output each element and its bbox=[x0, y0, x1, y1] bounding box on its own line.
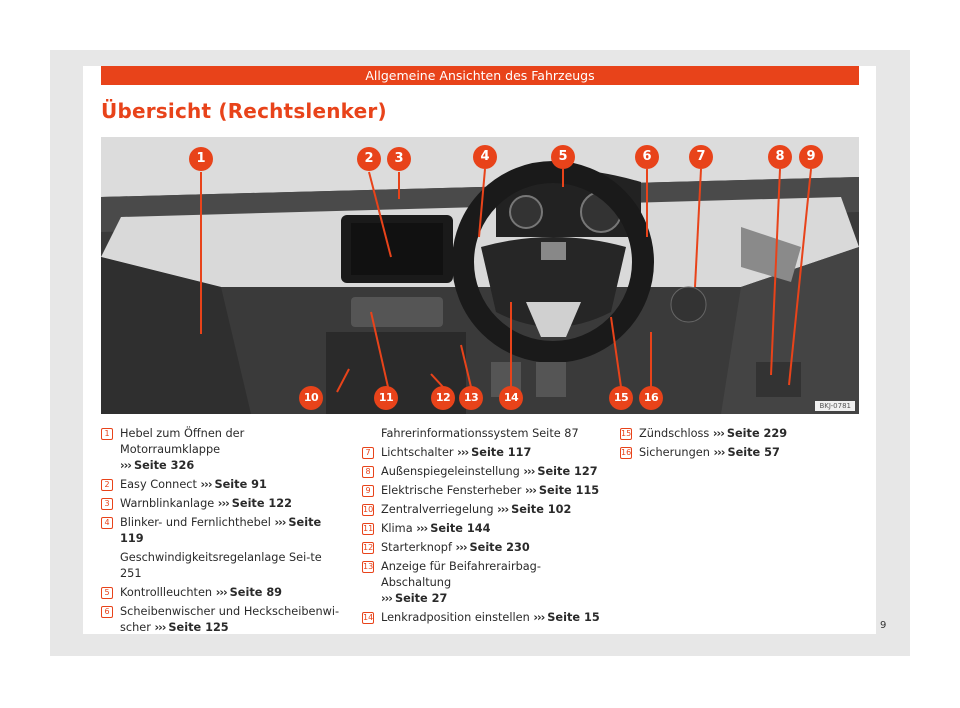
callout-lines bbox=[101, 137, 859, 414]
list-item: 11 Klima ››› Seite 144 bbox=[362, 521, 607, 537]
page-reference-link[interactable]: ››› Seite 117 bbox=[457, 446, 531, 459]
page-reference-link[interactable]: ››› Seite 125 bbox=[154, 621, 228, 634]
page-reference-link[interactable]: ››› Seite 119 bbox=[120, 516, 321, 545]
callout-14: 14 bbox=[499, 386, 523, 410]
list-item: 8 Außenspiegeleinstellung ››› Seite 127 bbox=[362, 464, 607, 480]
list-item: 16 Sicherungen ››› Seite 57 bbox=[620, 445, 860, 461]
callout-9: 9 bbox=[799, 145, 823, 169]
callout-4: 4 bbox=[473, 145, 497, 169]
list-item: 1 Hebel zum Öffnen der Motorraumklappe ››› Seite 326 bbox=[101, 426, 343, 474]
legend-column-1 bbox=[101, 426, 343, 639]
callout-8: 8 bbox=[768, 145, 792, 169]
callout-3: 3 bbox=[387, 147, 411, 171]
callout-1: 1 bbox=[189, 147, 213, 171]
callout-12: 12 bbox=[431, 386, 455, 410]
list-item: 4 Blinker- und Fernlichthebel ››› Seite 119 bbox=[101, 515, 343, 547]
page-number: 9 bbox=[880, 620, 887, 631]
list-item: 10 Zentralverriegelung ››› Seite 102 bbox=[362, 502, 607, 518]
page-reference-link[interactable]: ››› Seite 89 bbox=[216, 586, 282, 599]
list-item: 12 Starterknopf ››› Seite 230 bbox=[362, 540, 607, 556]
page-title: Übersicht (Rechtslenker) bbox=[101, 99, 387, 123]
callout-5: 5 bbox=[551, 145, 575, 169]
callout-2: 2 bbox=[357, 147, 381, 171]
page-reference-link[interactable]: ››› Seite 144 bbox=[416, 522, 490, 535]
legend-column-2 bbox=[362, 426, 607, 629]
list-item-continuation: Geschwindigkeitsregelanlage Sei-te 251 bbox=[120, 551, 322, 580]
legend-column-3 bbox=[620, 426, 860, 464]
page-reference-link[interactable]: ››› Seite 91 bbox=[201, 478, 267, 491]
page-reference-link[interactable]: ››› Seite 326 bbox=[120, 459, 194, 472]
list-item: 3 Warnblinkanlage ››› Seite 122 bbox=[101, 496, 343, 512]
section-header: Allgemeine Ansichten des Fahrzeugs bbox=[101, 66, 859, 85]
page-reference-link[interactable]: Sei-te 251 bbox=[120, 551, 322, 580]
callout-10: 10 bbox=[299, 386, 323, 410]
callout-16: 16 bbox=[639, 386, 663, 410]
list-item: 14 Lenkradposition einstellen ››› Seite 15 bbox=[362, 610, 607, 626]
callout-6: 6 bbox=[635, 145, 659, 169]
page-reference-link[interactable]: ››› Seite 115 bbox=[525, 484, 599, 497]
callout-15: 15 bbox=[609, 386, 633, 410]
list-item-continuation: Fahrerinformationssystem Seite 87 bbox=[381, 427, 579, 440]
page-reference-link[interactable]: ››› Seite 127 bbox=[523, 465, 597, 478]
image-code: BKJ-0781 bbox=[815, 401, 855, 411]
callout-13: 13 bbox=[459, 386, 483, 410]
list-item: 7 Lichtschalter ››› Seite 117 bbox=[362, 445, 607, 461]
page-reference-link[interactable]: ››› Seite 15 bbox=[533, 611, 599, 624]
list-item: 15 Zündschloss ››› Seite 229 bbox=[620, 426, 860, 442]
page-reference-link[interactable]: Seite 87 bbox=[532, 427, 579, 440]
callout-11: 11 bbox=[374, 386, 398, 410]
callout-7: 7 bbox=[689, 145, 713, 169]
list-item: 2 Easy Connect ››› Seite 91 bbox=[101, 477, 343, 493]
page-reference-link[interactable]: ››› Seite 102 bbox=[497, 503, 571, 516]
page-reference-link[interactable]: ››› Seite 230 bbox=[456, 541, 530, 554]
page-reference-link[interactable]: ››› Seite 122 bbox=[218, 497, 292, 510]
list-item: 5 Kontrollleuchten ››› Seite 89 bbox=[101, 585, 343, 601]
list-item: 13 Anzeige für Beifahrerairbag-Abschaltung ››› Seite 27 bbox=[362, 559, 607, 607]
page-reference-link[interactable]: ››› Seite 57 bbox=[713, 446, 779, 459]
page-reference-link[interactable]: ››› Seite 27 bbox=[381, 592, 447, 605]
list-item: 6 Scheibenwischer und Heckscheibenwi-scher ››› Seite 125 bbox=[101, 604, 343, 636]
dashboard-photo bbox=[101, 137, 859, 414]
page-reference-link[interactable]: ››› Seite 229 bbox=[713, 427, 787, 440]
list-item: 9 Elektrische Fensterheber ››› Seite 115 bbox=[362, 483, 607, 499]
